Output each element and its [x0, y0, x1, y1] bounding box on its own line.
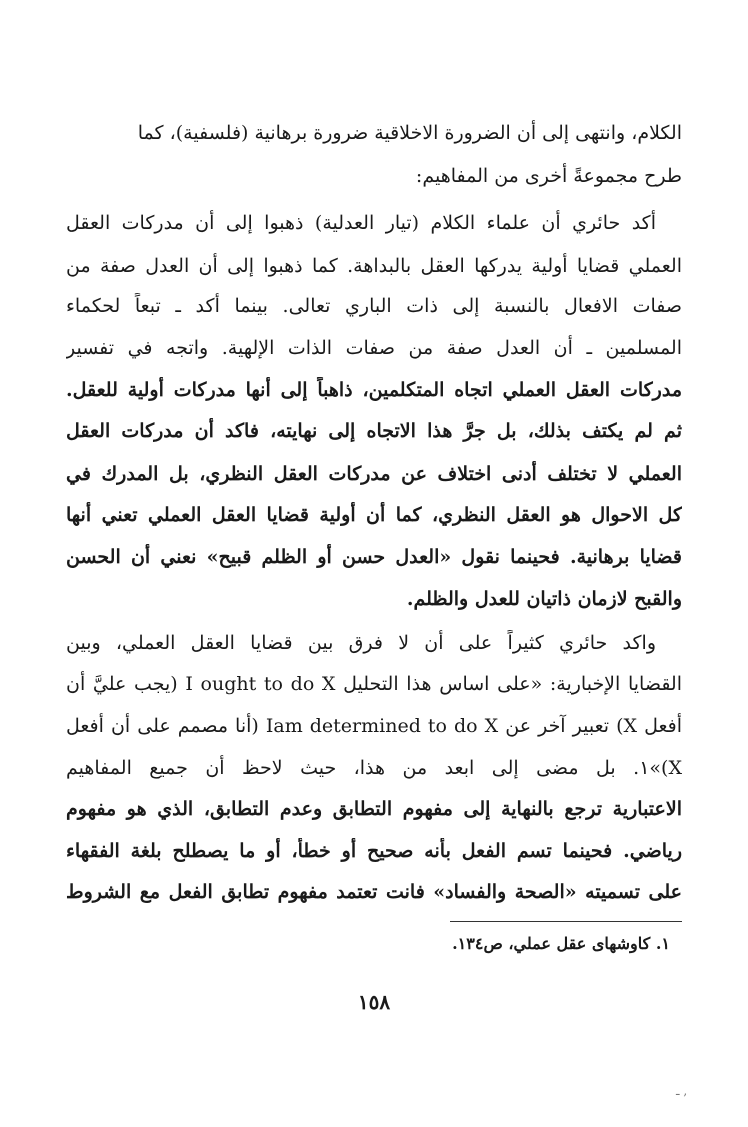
text-line: القضايا الإخبارية: «على اساس هذا التحليل I ought to do X (يجب عليَّ أن: [66, 673, 682, 695]
text-line: أكد حائري أن علماء الكلام (تيار العدلية) ذهبوا إلى أن مدركات العقل: [66, 212, 656, 234]
text-line: رياضي. فحينما تسم الفعل بأنه صحيح أو خطأ، أو ما يصطلح بلغة الفقهاء: [66, 840, 682, 862]
text-line: طرح مجموعةً أخرى من المفاهيم:: [415, 165, 682, 187]
text-line: الكلام، وانتهى إلى أن الضرورة الاخلاقية ضرورة برهانية (فلسفية)، كما: [137, 122, 682, 144]
text-line: على تسميته «الصحة والفساد» فانت تعتمد مفهوم تطابق الفعل مع الشروط: [66, 881, 682, 903]
footnote: ١. كاوشهاى عقل عملي، ص١٣٤.: [452, 934, 670, 953]
footnote-separator: [450, 921, 682, 922]
text-line: المسلمين ـ أن العدل صفة من صفات الذات الإلهية. واتجه في تفسير: [66, 337, 682, 359]
text-line: ثم لم يكتف بذلك، بل جرَّ هذا الاتجاه إلى نهايته، فاكد أن مدركات العقل: [66, 420, 682, 442]
scan-mark: ـ ,: [676, 1084, 688, 1098]
text-line: العملي قضايا أولية يدركها العقل بالبداهة. كما ذهبوا إلى أن العدل صفة من: [66, 255, 682, 277]
text-line: صفات الافعال بالنسبة إلى ذات الباري تعالى. بينما أكد ـ تبعاً لحكماء: [66, 295, 682, 317]
text-line: أفعل X) تعبير آخر عن Iam determined to do X (أنا مصمم على أن أفعل: [66, 715, 682, 737]
text-line: واكد حائري كثيراً على أن لا فرق بين قضايا العقل العملي، وبين: [66, 632, 656, 654]
text-line: كل الاحوال هو العقل النظري، كما أن أولية قضايا العقل العملي تعني أنها: [66, 504, 682, 526]
text-line: X)»١. بل مضى إلى ابعد من هذا، حيث لاحظ أن جميع المفاهيم: [66, 757, 682, 779]
text-line: الاعتبارية ترجع بالنهاية إلى مفهوم التطابق وعدم التطابق، الذي هو مفهوم: [66, 798, 682, 820]
text-line: والقبح لازمان ذاتيان للعدل والظلم.: [406, 588, 682, 610]
page-number: ١٥٨: [357, 990, 391, 1014]
text-line: العملي لا تختلف أدنى اختلاف عن مدركات العقل النظري، بل المدرك في: [66, 463, 682, 485]
text-line: قضايا برهانية. فحينما نقول «العدل حسن أو الظلم قبيح» نعني أن الحسن: [66, 546, 682, 568]
text-line: مدركات العقل العملي اتجاه المتكلمين، ذاهباً إلى أنها مدركات أولية للعقل.: [66, 379, 682, 401]
